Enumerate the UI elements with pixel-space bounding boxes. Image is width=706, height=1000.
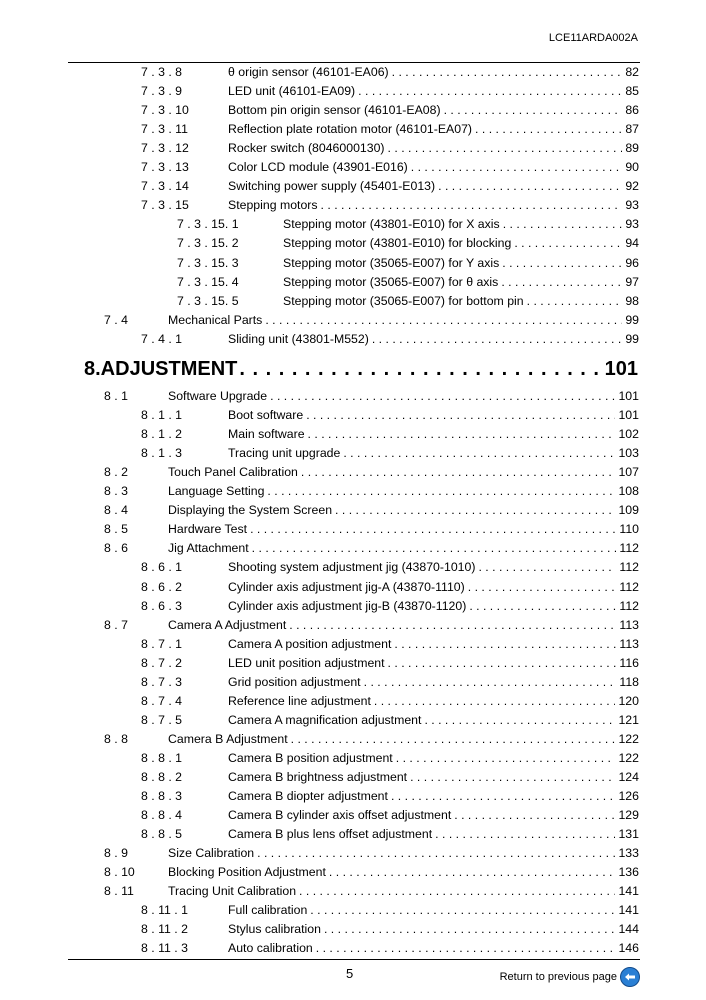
leader-dots (435, 826, 615, 842)
toc-entry[interactable] (141, 178, 639, 194)
entry-number: 8 . 6 (104, 541, 128, 556)
entry-title: Software Upgrade (168, 389, 268, 403)
toc-entry[interactable] (141, 712, 639, 728)
leader-dots (388, 655, 617, 671)
entry-page: 82 (625, 65, 639, 79)
toc-entry[interactable] (141, 921, 639, 937)
entry-title: Shooting system adjustment jig (43870-1010) (228, 560, 476, 575)
toc-entry[interactable] (104, 388, 639, 404)
entry-number: 7 . 3 . 10 (141, 103, 189, 118)
entry-number: 8 . 8 . 1 (141, 750, 183, 765)
leader-dots (391, 788, 616, 804)
entry-title: Tracing Unit Calibration (168, 884, 297, 899)
leader-dots (396, 750, 616, 766)
toc-entry[interactable] (141, 121, 639, 137)
toc-entry[interactable] (141, 750, 639, 766)
entry-page: 121 (618, 712, 639, 727)
entry-title: Camera A magnification adjustment (228, 712, 422, 727)
toc-entry[interactable] (141, 579, 639, 595)
entry-number: 7 . 3 . 8 (141, 65, 183, 79)
entry-number: 7 . 4 (104, 312, 128, 327)
leader-dots (364, 674, 617, 690)
entry-title: Camera B plus lens offset adjustment (228, 827, 433, 842)
entry-page: 86 (625, 103, 639, 118)
entry-title: Tracing unit upgrade (228, 446, 341, 461)
entry-number: 8 . 8 . 3 (141, 789, 183, 804)
toc-entry[interactable] (141, 826, 639, 842)
top-rule (68, 62, 640, 63)
entry-title: Camera B Adjustment (168, 731, 288, 746)
leader-dots (310, 902, 615, 918)
toc-entry[interactable] (104, 845, 639, 861)
entry-page: 99 (625, 312, 639, 327)
leader-dots (301, 464, 616, 480)
toc-entry[interactable] (141, 598, 639, 614)
leader-dots (257, 845, 615, 861)
toc-entry[interactable] (177, 216, 639, 232)
entry-page: 109 (618, 503, 639, 518)
leader-dots (316, 940, 616, 956)
leader-dots (501, 274, 622, 290)
toc-entry[interactable] (141, 426, 639, 442)
entry-page: 97 (625, 274, 639, 289)
entry-title: Switching power supply (45401-E013) (228, 179, 436, 194)
toc-entry[interactable] (141, 674, 639, 690)
toc-entry[interactable] (141, 140, 639, 156)
leader-dots (502, 255, 622, 271)
entry-page: 103 (618, 446, 639, 461)
entry-number: 7 . 3 . 15. 3 (177, 255, 239, 270)
toc-entry[interactable] (177, 274, 639, 290)
entry-page: 107 (618, 465, 639, 480)
toc-entry[interactable] (104, 502, 639, 518)
entry-number: 8 . 7 . 3 (141, 674, 183, 689)
toc-entry[interactable] (141, 407, 639, 423)
return-arrow-icon[interactable] (620, 967, 640, 987)
entry-number: 8 . 11 (104, 884, 134, 899)
leader-dots (335, 502, 615, 518)
leader-dots (444, 102, 623, 118)
leader-dots (478, 559, 616, 575)
toc-entry[interactable] (141, 559, 639, 575)
entry-number: 8 . 8 . 2 (141, 770, 183, 784)
entry-title: Hardware Test (168, 522, 248, 537)
entry-title: Size Calibration (168, 846, 255, 861)
leader-dots (527, 293, 623, 309)
entry-title: Main software (228, 427, 305, 442)
entry-title: Stepping motor (35065-E007) for Y axis (283, 255, 500, 270)
entry-number: 8 . 11 . 3 (141, 941, 188, 956)
entry-page: 113 (619, 636, 639, 651)
entry-page: 85 (625, 84, 639, 99)
entry-title: θ origin sensor (46101-EA06) (228, 65, 389, 79)
entry-page: 129 (618, 808, 639, 823)
entry-page: 120 (618, 693, 639, 708)
toc-entry[interactable] (104, 864, 639, 880)
entry-page: 133 (618, 846, 639, 861)
entry-page: 122 (618, 750, 639, 765)
entry-page: 126 (618, 789, 639, 804)
chapter-heading[interactable] (84, 356, 638, 382)
entry-title: Camera B brightness adjustment (228, 770, 408, 784)
toc-entry[interactable] (141, 197, 639, 213)
entry-page: 112 (619, 579, 639, 594)
entry-page: 112 (619, 560, 639, 575)
toc-entry[interactable] (141, 159, 639, 175)
leader-dots (358, 83, 622, 99)
entry-title: Auto calibration (228, 941, 313, 956)
toc-entry[interactable] (177, 255, 639, 271)
entry-page: 118 (619, 674, 639, 689)
toc-entry[interactable] (104, 617, 639, 633)
return-to-previous-page-link[interactable] (500, 967, 640, 987)
entry-number: 8 . 1 . 1 (141, 408, 183, 423)
bottom-rule (68, 959, 640, 960)
leader-dots (252, 540, 617, 556)
leader-dots (306, 407, 615, 423)
entry-number: 8 . 3 (104, 484, 128, 499)
entry-title: Stepping motor (43801-E010) for blocking (283, 236, 512, 251)
entry-page: 112 (619, 598, 639, 613)
leader-dots (239, 356, 602, 382)
leader-dots (454, 807, 615, 823)
entry-number: 8 . 11 . 1 (141, 903, 188, 918)
entry-title: Rocker switch (8046000130) (228, 141, 385, 156)
entry-page: 102 (618, 427, 639, 442)
leader-dots (374, 693, 616, 709)
entry-title: Stepping motor (35065-E007) for bottom pin (283, 293, 524, 308)
leader-dots (250, 521, 616, 537)
toc-entry[interactable] (141, 636, 639, 652)
entry-number: 7 . 3 . 15. 4 (177, 274, 239, 289)
toc-entry[interactable] (141, 64, 639, 80)
entry-title: Language Setting (168, 484, 265, 499)
entry-page: 92 (625, 179, 639, 194)
entry-title: Stepping motor (43801-E010) for X axis (283, 217, 500, 232)
toc-entry[interactable] (104, 731, 639, 747)
entry-page: 87 (625, 122, 639, 137)
leader-dots (468, 579, 617, 595)
entry-title: Full calibration (228, 903, 308, 918)
entry-number: 8 . 11 . 2 (141, 922, 188, 937)
entry-number: 8 . 7 . 2 (141, 655, 183, 670)
entry-number: 8 . 5 (104, 522, 128, 537)
toc-entry[interactable] (141, 940, 639, 956)
entry-title: Cylinder axis adjustment jig-A (43870-1110) (228, 579, 465, 594)
entry-page: 146 (618, 941, 639, 956)
entry-number: 8 . 1 . 2 (141, 427, 183, 442)
leader-dots (438, 178, 622, 194)
entry-page: 122 (618, 731, 639, 746)
entry-number: 8 . 8 . 4 (141, 808, 183, 823)
doc-id: LCE11ARDA002A (548, 32, 638, 44)
leader-dots (267, 483, 615, 499)
entry-number: 7 . 4 . 1 (141, 331, 183, 346)
entry-title: Mechanical Parts (168, 312, 263, 327)
entry-number: 8 . 4 (104, 503, 128, 518)
toc-entry[interactable] (141, 807, 639, 823)
entry-title: Sliding unit (43801-M552) (228, 331, 369, 346)
entry-page: 136 (618, 865, 639, 880)
entry-number: 8 . 7 . 5 (141, 712, 183, 727)
entry-number: 7 . 3 . 15. 5 (177, 293, 239, 308)
toc-entry[interactable] (104, 483, 639, 499)
entry-number: 7 . 3 . 11 (141, 122, 188, 137)
entry-title: Grid position adjustment (228, 674, 361, 689)
entry-page: 98 (625, 293, 639, 308)
entry-page: 141 (618, 903, 639, 918)
entry-title: Blocking Position Adjustment (168, 865, 326, 880)
toc-entry[interactable] (141, 769, 639, 785)
leader-dots (270, 388, 615, 404)
entry-page: 108 (618, 484, 639, 499)
leader-dots (289, 617, 616, 633)
entry-page: 144 (618, 922, 639, 937)
entry-page: 94 (625, 236, 639, 251)
entry-number: 8 . 7 . 4 (141, 693, 183, 708)
entry-number: 7 . 3 . 12 (141, 141, 189, 156)
toc-entry[interactable] (104, 883, 639, 899)
chapter-page: 101 (604, 358, 638, 380)
entry-page: 113 (619, 617, 639, 632)
page-number: 5 (346, 966, 354, 981)
leader-dots (388, 140, 623, 156)
entry-title: Camera B diopter adjustment (228, 789, 388, 804)
entry-number: 8 . 8 . 5 (141, 827, 183, 842)
entry-number: 7 . 3 . 13 (141, 160, 189, 175)
toc-entry[interactable] (141, 102, 639, 118)
entry-title: Camera B cylinder axis offset adjustment (228, 808, 452, 823)
leader-dots (514, 235, 622, 251)
entry-title: Color LCD module (43901-E016) (228, 160, 408, 175)
toc-entry[interactable] (141, 902, 639, 918)
entry-number: 8 . 9 (104, 846, 128, 861)
toc-entry[interactable] (141, 693, 639, 709)
entry-title: LED unit (46101-EA09) (228, 84, 356, 99)
entry-number: 7 . 3 . 9 (141, 84, 183, 99)
entry-page: 116 (619, 655, 639, 670)
leader-dots (299, 883, 615, 899)
entry-page: 112 (619, 541, 639, 556)
toc-entry[interactable] (104, 521, 639, 537)
entry-page: 90 (625, 160, 639, 175)
leader-dots (291, 731, 616, 747)
entry-page: 96 (625, 255, 639, 270)
entry-number: 8 . 7 (104, 617, 128, 632)
entry-page: 89 (625, 141, 639, 156)
entry-page: 110 (619, 522, 639, 537)
leader-dots (475, 121, 622, 137)
toc-entry[interactable] (177, 235, 639, 251)
entry-page: 124 (618, 770, 639, 784)
toc-entry[interactable] (104, 312, 639, 328)
leader-dots (410, 769, 615, 785)
entry-number: 8 . 2 (104, 465, 128, 480)
entry-number: 8 . 6 . 1 (141, 560, 183, 575)
leader-dots (308, 426, 616, 442)
leader-dots (469, 598, 616, 614)
entry-title: LED unit position adjustment (228, 655, 385, 670)
entry-title: Stylus calibration (228, 922, 321, 937)
entry-number: 8 . 8 (104, 731, 128, 746)
toc-entry[interactable] (177, 293, 639, 309)
toc-entry[interactable] (141, 331, 639, 347)
entry-page: 131 (618, 827, 639, 842)
entry-number: 7 . 3 . 15. 1 (177, 217, 239, 232)
entry-title: Bottom pin origin sensor (46101-EA08) (228, 103, 441, 118)
leader-dots (329, 864, 616, 880)
entry-page: 141 (618, 884, 639, 899)
toc-entry[interactable] (104, 464, 639, 480)
entry-title: Stepping motors (228, 198, 318, 213)
entry-page: 101 (618, 389, 639, 403)
entry-page: 93 (625, 198, 639, 213)
entry-page: 99 (625, 331, 639, 346)
return-label: Return to previous page (499, 971, 617, 983)
entry-title: Camera A Adjustment (168, 617, 287, 632)
entry-title: Stepping motor (35065-E007) for θ axis (283, 274, 499, 289)
entry-number: 7 . 3 . 15 (141, 198, 189, 213)
entry-title: Jig Attachment (168, 541, 249, 556)
entry-title: Boot software (228, 408, 304, 423)
leader-dots (343, 445, 615, 461)
toc-entry[interactable] (141, 83, 639, 99)
entry-title: Camera A position adjustment (228, 636, 392, 651)
entry-number: 8 . 1 (104, 389, 128, 403)
entry-page: 93 (625, 217, 639, 232)
entry-number: 7 . 3 . 14 (141, 179, 189, 194)
leader-dots (265, 312, 622, 328)
leader-dots (394, 636, 616, 652)
toc-entry[interactable] (141, 445, 639, 461)
toc-entry[interactable] (104, 540, 639, 556)
leader-dots (321, 197, 623, 213)
leader-dots (372, 331, 622, 347)
entry-title: Displaying the System Screen (168, 503, 333, 518)
leader-dots (411, 159, 623, 175)
entry-title: Touch Panel Calibration (168, 465, 298, 480)
toc-entry[interactable] (141, 788, 639, 804)
entry-number: 8 . 7 . 1 (141, 636, 183, 651)
entry-number: 8 . 1 . 3 (141, 446, 183, 461)
entry-number: 7 . 3 . 15. 2 (177, 236, 239, 251)
entry-number: 8 . 6 . 2 (141, 579, 183, 594)
entry-number: 8 . 10 (104, 865, 135, 880)
leader-dots (503, 216, 623, 232)
toc-entry[interactable] (141, 655, 639, 671)
entry-title: Camera B position adjustment (228, 750, 393, 765)
leader-dots (324, 921, 616, 937)
entry-title: Cylinder axis adjustment jig-B (43870-1120) (228, 598, 467, 613)
leader-dots (424, 712, 615, 728)
entry-number: 8 . 6 . 3 (141, 598, 183, 613)
leader-dots (392, 64, 623, 80)
entry-title: Reference line adjustment (228, 693, 371, 708)
entry-title: Reflection plate rotation motor (46101-EA07) (228, 122, 473, 137)
chapter-title: 8.ADJUSTMENT (84, 358, 238, 380)
entry-page: 101 (618, 408, 639, 423)
